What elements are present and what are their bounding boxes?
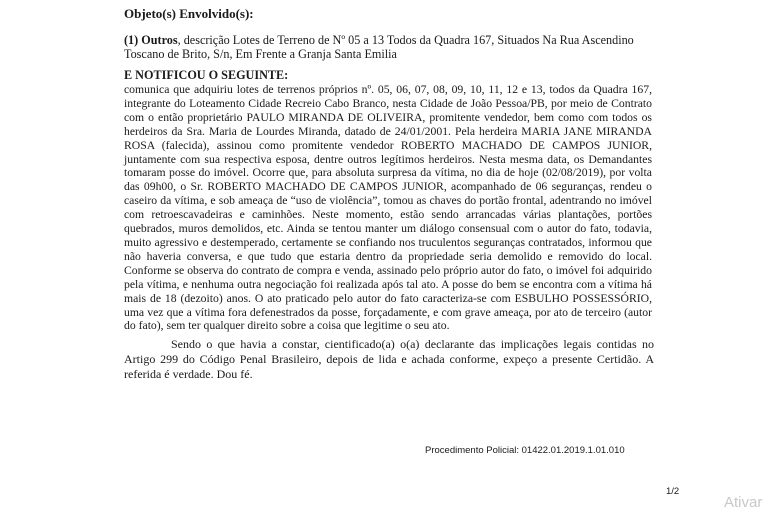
objects-heading: Objeto(s) Envolvido(s): [124,6,254,21]
procedure-number: Procedimento Policial: 01422.01.2019.1.01.010 [425,445,625,456]
page-number: 1/2 [666,486,680,497]
closing-paragraph: Sendo o que havia a constar, cientificado(a) o(a) declarante das implicações legais contidas no Artigo 299 do Código Penal Brasileiro, depois de lida e achada conforme, expeço a presente Certidão. A referida é verdade. Dou fé. [124,337,654,381]
object-label: (1) Outros [124,33,178,47]
object-entry [124,33,654,61]
object-description: , descrição Lotes de Terreno de Nº 05 a 13 Todos da Quadra 167, Situados Na Rua Ascendino Toscano de Brito, S/n, Em Frente a Granja Santa Emilia [124,33,634,61]
notice-body: comunica que adquiriu lotes de terrenos próprios nº. 05, 06, 07, 08, 09, 10, 11, 12 e 13, todos da Quadra 167, integrante do Loteamento Cidade Recreio Cabo Branco, nesta Cidade de João Pessoa/PB, por meio de Contrato com o então proprietário PAULO MIRANDA DE OLIVEIRA, promitente vendedor, bem como com todos os herdeiros da Sra. Maria de Lourdes Miranda, datado de 24/01/2001. Pela herdeira MARIA JANE MIRANDA ROSA (falecida), assinou como promitente vendedor ROBERTO MACHADO DE CAMPOS JUNIOR, juntamente com sua respectiva esposa, dentre outros legítimos herdeiros. Nesta mesma data, os Demandantes tomaram posse do imóvel. Ocorre que, para absoluta surpresa da vítima, no dia de hoje (02/08/2019), por volta das 09h00, o Sr. ROBERTO MACHADO DE CAMPOS JUNIOR, acompanhado de 06 seguranças, rendeu o caseiro da vítima, e sob ameaça de “uso de violência”, tomou as chaves do portão frontal, adentrando no imóvel com retroescavadeiras e caminhões. Neste momento, estão sendo arrancadas várias plantações, portões quebrados, muros demolidos, etc. Ainda se tentou manter um diálogo consensual com o autor do fato, todavia, muito agressivo e destemperado, certamente se confiando nos truculentos seguranças contratados, informou que não haveria conversa, e que tudo que estaria dentro da propriedade seria demolido e removido do local. Conforme se observa do contrato de compra e venda, assinado pelo próprio autor do fato, o imóvel foi adquirido pela vítima, e nenhuma outra negociação foi realizada após tal ato. A posse do bem se encontra com a vítima há mais de 18 (dezoito) anos. O ato praticado pelo autor do fato caracteriza-se com ESBULHO POSSESSÓRIO, uma vez que a vítima fora defenestrados da posse, forçadamente, e com grave ameaça, por ato de terceiro (autor do fato), sem ter qualquer direito sobre a coisa que legitime o seu ato. [124,83,652,333]
activation-watermark: Ativar [724,494,763,511]
notice-heading: E NOTIFICOU O SEGUINTE: [124,68,289,82]
